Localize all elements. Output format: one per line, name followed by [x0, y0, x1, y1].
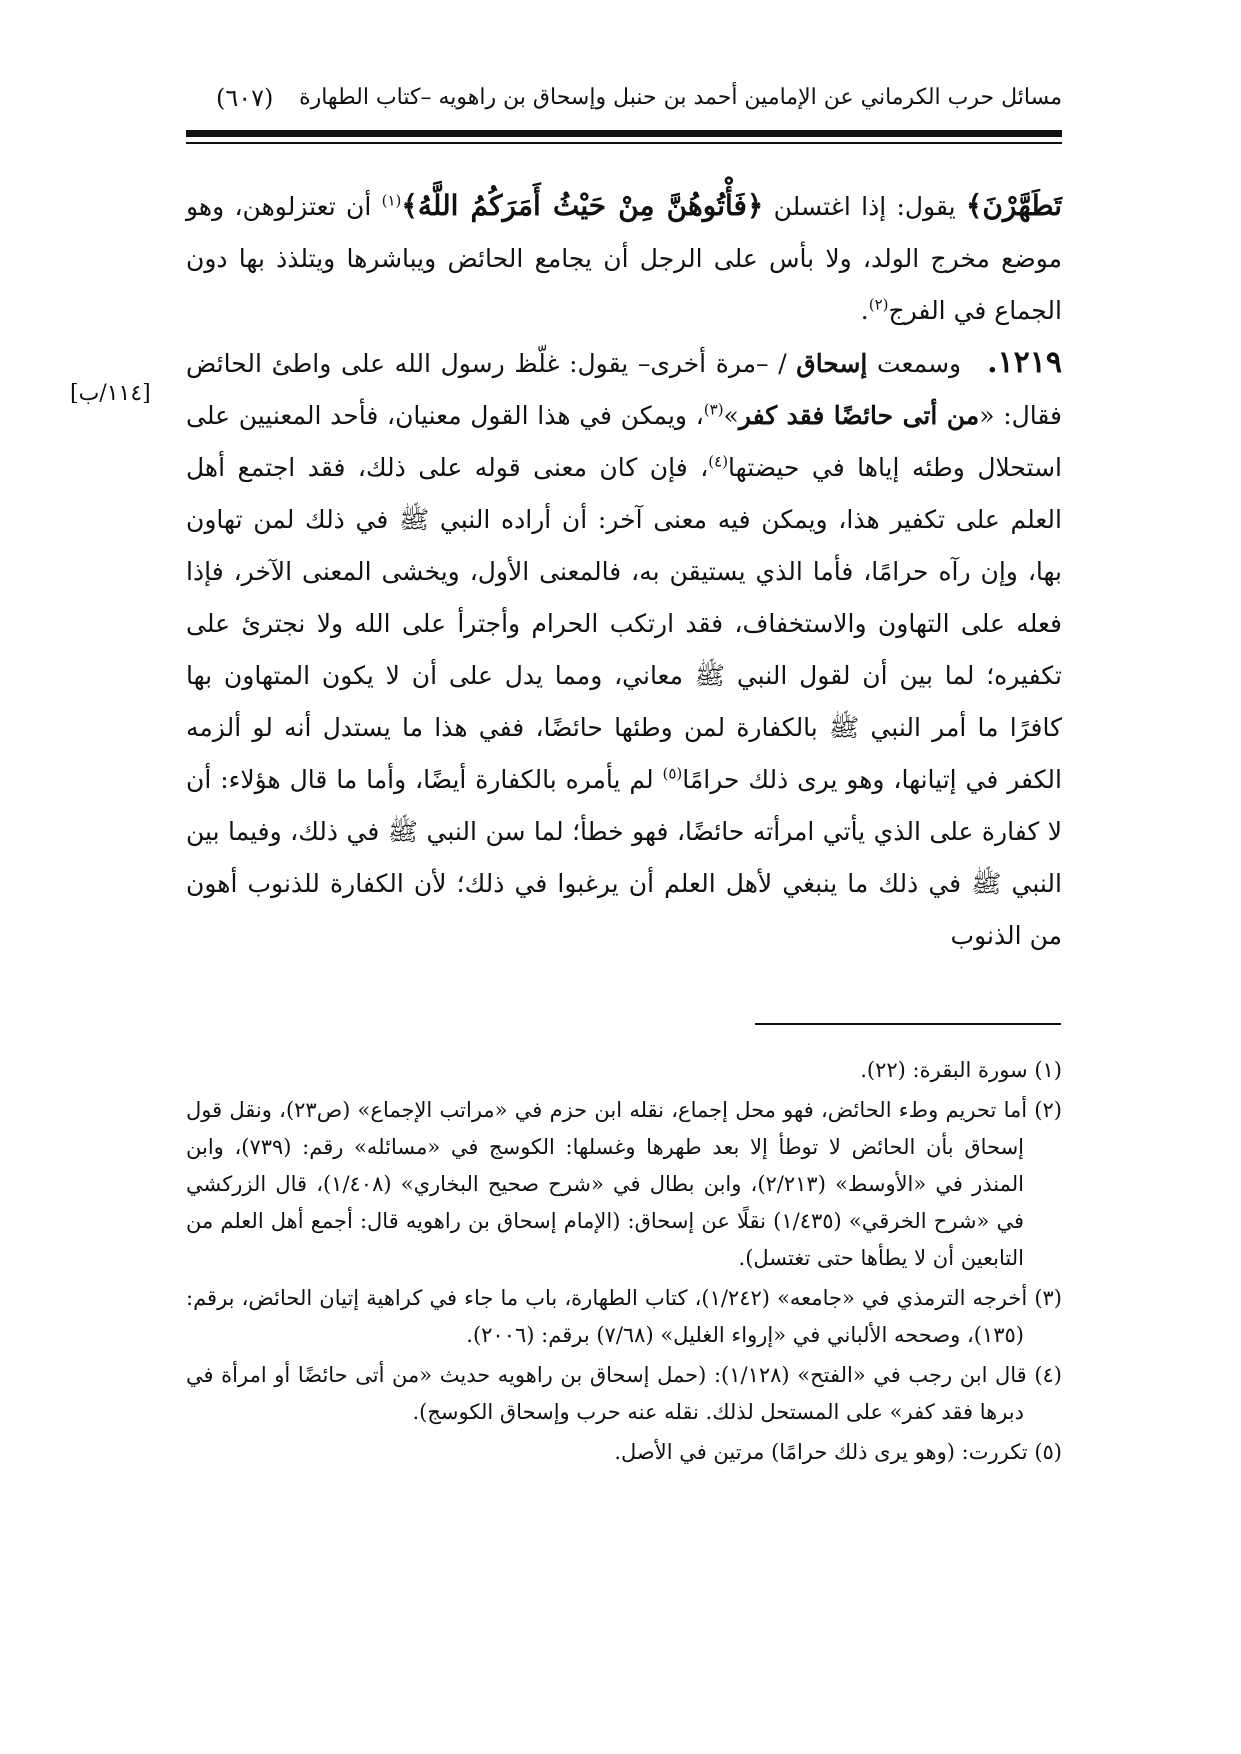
- manuscript-folio-ref: [١١٤/ب]: [70, 381, 151, 406]
- footnote-4: (٤) قال ابن رجب في «الفتح» (١/١٢٨): (حمل إسحاق بن راهويه حديث «من أتى حائضًا أو امرأة في دبرها فقد كفر» على المستحل لذلك. نقله عنه حرب وإسحاق الكوسج).: [186, 1363, 1062, 1424]
- narrator-name: إسحاق: [796, 349, 868, 378]
- paragraph-continuation: [186, 180, 1062, 337]
- paragraph-number: ١٢١٩.: [987, 345, 1062, 380]
- main-text: [186, 180, 1062, 962]
- footnote-1: (١) سورة البقرة: (٢٢).: [860, 1058, 1062, 1082]
- quran-fragment: تَطَهَّرْنَ﴾: [965, 189, 1062, 222]
- paragraph-1219: [186, 337, 1062, 962]
- footnotes: [186, 1052, 1062, 1474]
- footnote-5: (٥) تكررت: (وهو يرى ذلك حرامًا) مرتين في الأصل.: [614, 1440, 1062, 1464]
- header-rule-thin: [186, 142, 1062, 144]
- footnote-ref-4: (٤): [708, 452, 729, 471]
- footnote-ref-2: (٢): [868, 295, 889, 314]
- text-run: »: [723, 401, 739, 430]
- footnote-3: (٣) أخرجه الترمذي في «جامعه» (١/٢٤٢)، كتاب الطهارة، باب ما جاء في كراهية إتيان الحائض، برقم: (١٣٥)، وصححه الألباني في «إرواء الغليل» (٧/٦٨) برقم: (٢٠٠٦).: [186, 1286, 1062, 1347]
- text-run: أن تعتزلوهن، وهو موضع مخرج الولد، ولا بأس على الرجل أن يجامع الحائض ويباشرها ويتلذذ بها دون الجماع في الفرج: [186, 192, 1062, 325]
- header-title: مسائل حرب الكرماني عن الإمامين أحمد بن حنبل وإسحاق بن راهويه –كتاب الطهارة: [299, 85, 1062, 110]
- text-run: يقول: إذا اغتسلن: [763, 192, 966, 221]
- text-run: لم يأمره بالكفارة أيضًا، وأما ما قال هؤلاء: أن لا كفارة على الذي يأتي امرأته حائضًا، فهو خطأ؛ لما سن النبي ﷺ في ذلك، وفيما بين النبي ﷺ في ذلك ما ينبغي لأهل العلم أن يرغبوا في ذلك؛ لأن الكفارة للذنوب أهون من الذنوب: [186, 765, 1062, 950]
- text-run: وسمعت: [867, 349, 962, 378]
- footnote-ref-1: (١): [381, 191, 402, 210]
- hadith-text: من أتى حائضًا فقد كفر: [738, 401, 980, 430]
- text-run: ، ويمكن في هذا القول معنيان، فأحد المعنيين على استحلال وطئه إياها في حيضتها: [186, 401, 1062, 482]
- header-rule-thick: [186, 130, 1062, 137]
- text-run: ، فإن كان معنى قوله على ذلك، فقد اجتمع أهل العلم على تكفير هذا، ويمكن فيه معنى آخر: أن أراده النبي ﷺ في ذلك لمن تهاون بها، وإن رآه حرامًا، فأما الذي يستيقن به، فالمعنى الأول، ويخشى المعنى الآخر، فإذا فعله على التهاون والاستخفاف، فقد ارتكب الحرام وأجترأ على الله ولا نجترئ على تكفيره؛ لما بين أن لقول النبي ﷺ معاني، ومما يدل على أن لا يكون المتهاون بها كافرًا ما أمر النبي ﷺ بالكفارة لمن وطئها حائضًا، ففي هذا ما يستدل أنه لو ألزمه الكفر في إتيانها، وهو يرى ذلك حرامًا: [186, 453, 1062, 794]
- footnote-separator: [755, 1023, 1061, 1025]
- running-header: [186, 82, 1062, 126]
- quran-verse: ﴿فَأْتُوهُنَّ مِنْ حَيْثُ أَمَرَكُمُ اللَّهُ﴾: [401, 189, 764, 222]
- footnote-2: (٢) أما تحريم وطء الحائض، فهو محل إجماع، نقله ابن حزم في «مراتب الإجماع» (ص٢٣)، ونقل قول إسحاق بأن الحائض لا توطأ إلا بعد طهرها وغسلها: الكوسج في «مسائله» رقم: (٧٣٩)، وابن المنذر في «الأوسط» (٢/٢١٣)، وابن بطال في «شرح صحيح البخاري» (١/٤٠٨)، قال الزركشي في «شرح الخرقي» (١/٤٣٥) نقلًا عن إسحاق: (الإمام إسحاق بن راهويه قال: أجمع أهل العلم من التابعين أن لا يطأها حتى تغتسل).: [186, 1098, 1062, 1270]
- text-run: .: [860, 296, 869, 325]
- footnote-ref-3: (٣): [703, 400, 724, 419]
- footnote-ref-5: (٥): [662, 764, 683, 783]
- page-number: (٦٠٧): [216, 84, 274, 112]
- text-run: / –مرة أخرى– يقول: غلّظ رسول الله على واطئ الحائض فقال: «: [186, 349, 1062, 430]
